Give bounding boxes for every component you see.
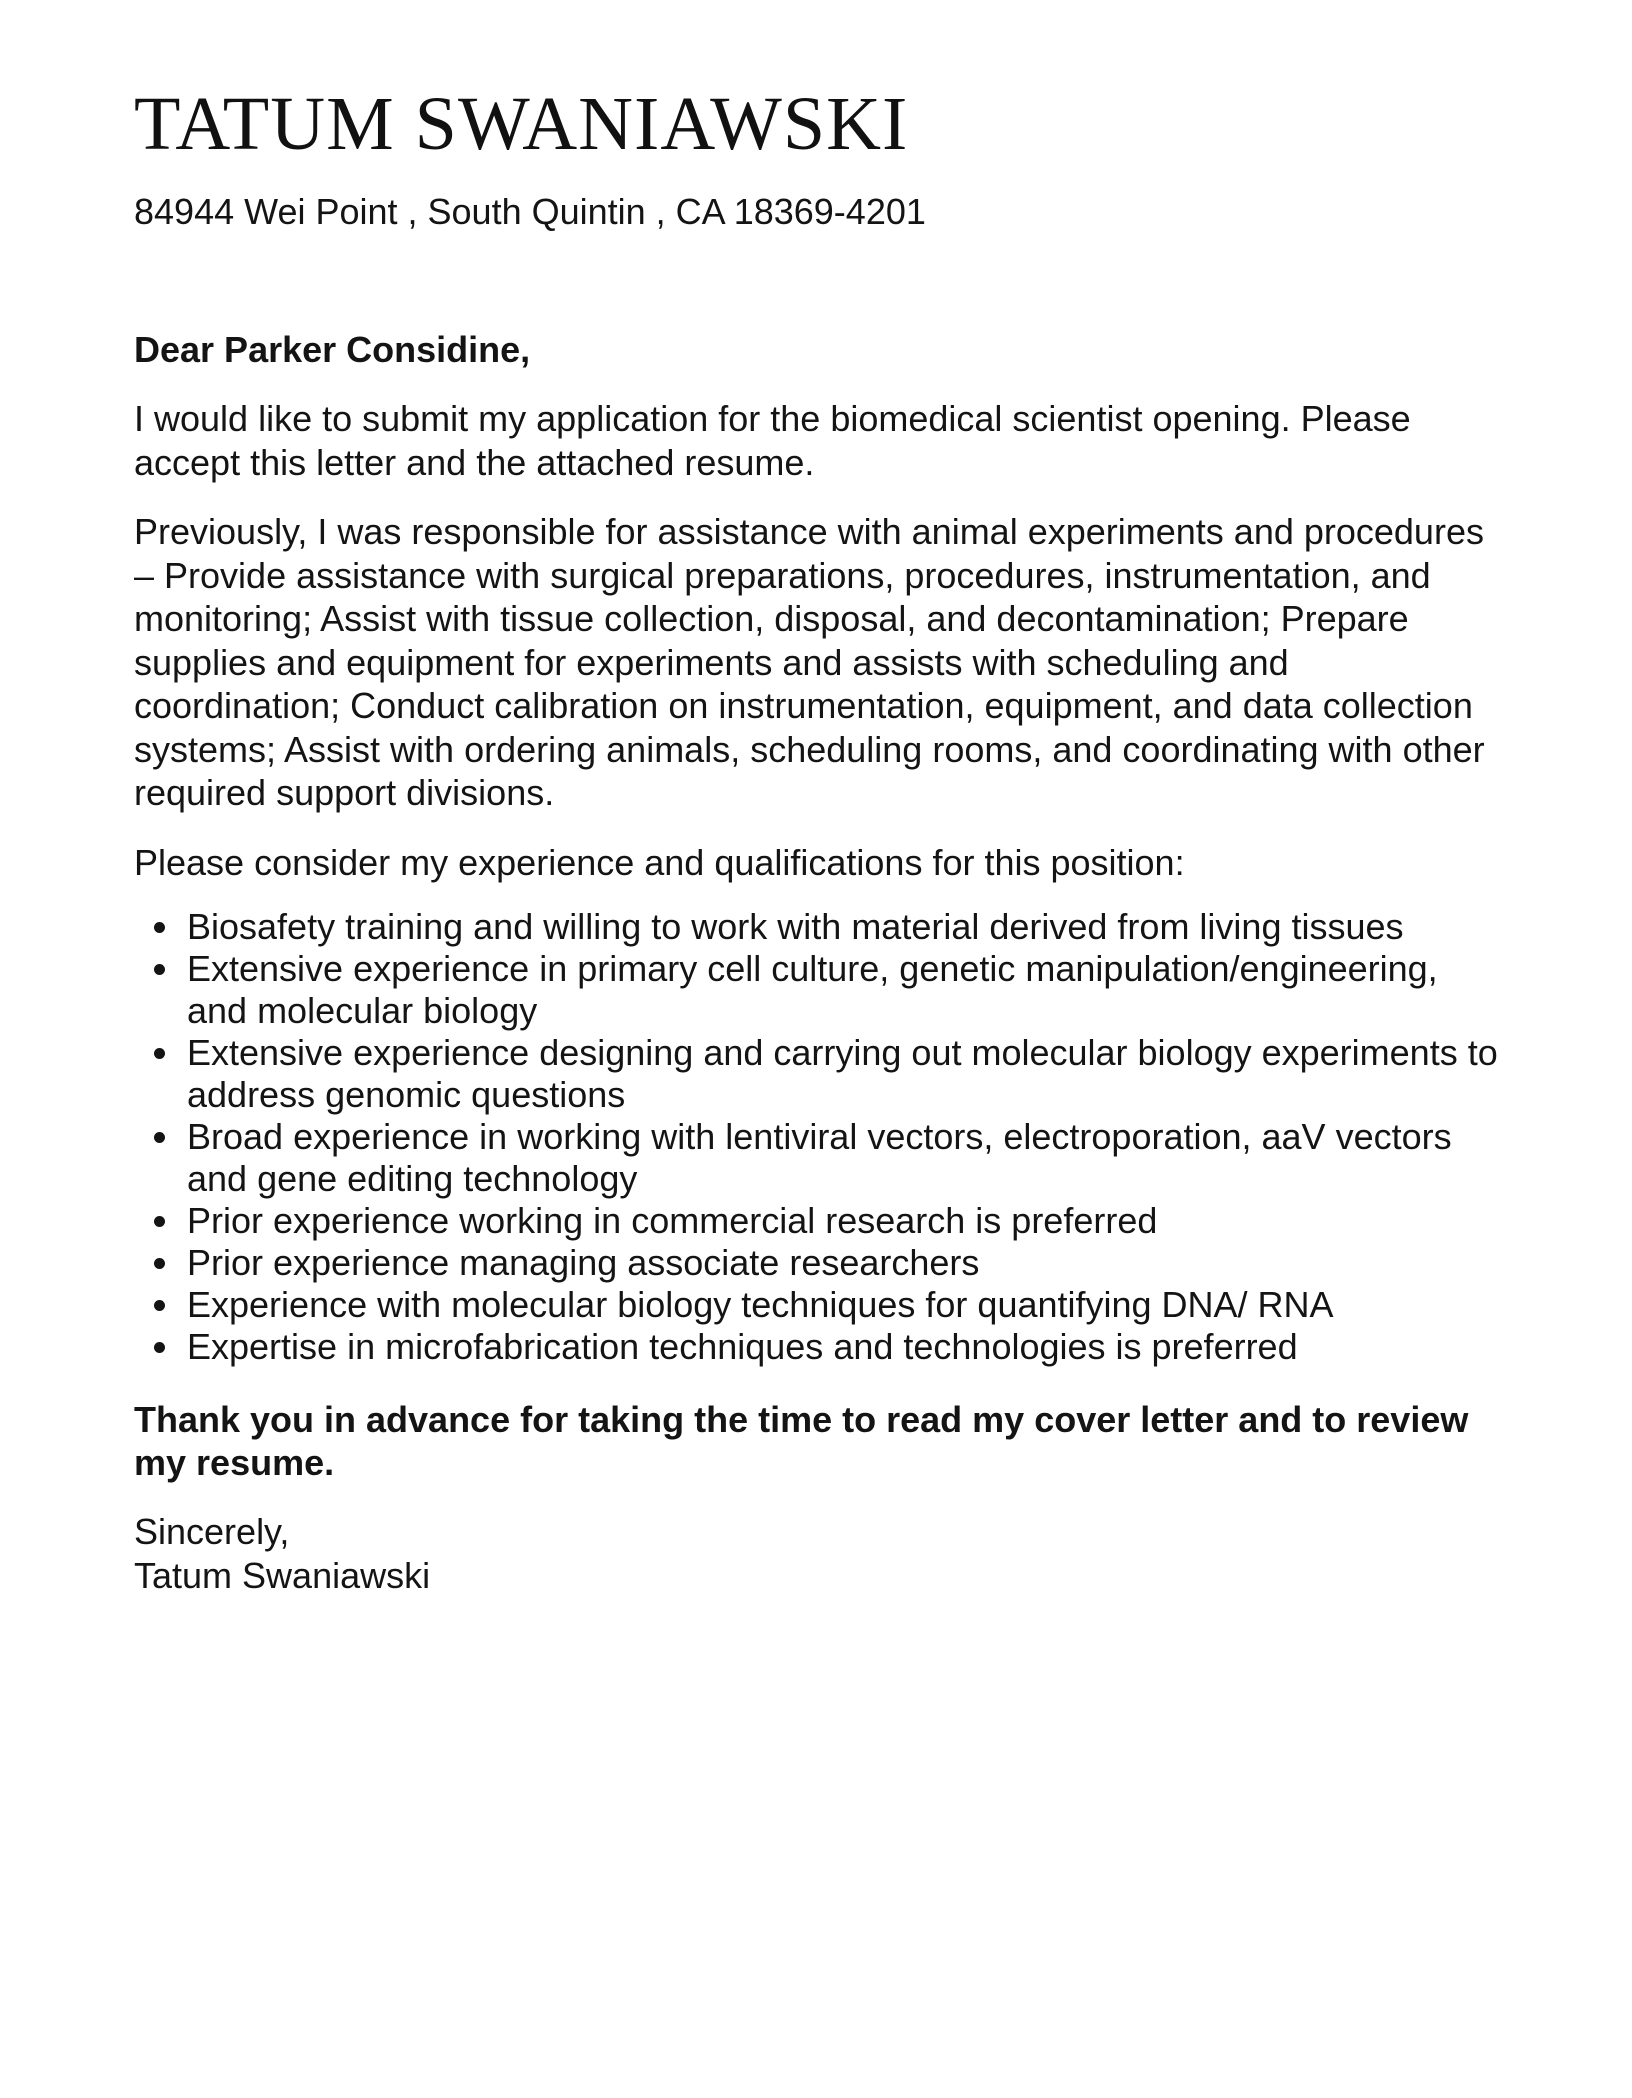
qualification-item: • Biosafety training and willing to work with material derived from living tissues: [183, 906, 1504, 948]
author-address: 84944 Wei Point , South Quintin , CA 18369-4201: [134, 191, 926, 232]
sign-off-block: [134, 1510, 1504, 1597]
qualification-item: • Prior experience managing associate researchers: [183, 1242, 1504, 1284]
signature-name: Tatum Swaniawski: [134, 1554, 431, 1596]
salutation: Dear Parker Considine,: [134, 329, 531, 370]
letter-body: [134, 328, 1504, 1597]
letter-author-name: TATUM SWANIAWSKI: [134, 82, 909, 166]
qualification-item: • Expertise in microfabrication techniques and technologies is preferred: [183, 1326, 1504, 1368]
closing-thanks: Thank you in advance for taking the time to read my cover letter and to review my resume.: [134, 1399, 1469, 1483]
qualification-item: • Extensive experience designing and carrying out molecular biology experiments to address genomic questions: [183, 1032, 1504, 1116]
qualification-item: • Experience with molecular biology techniques for quantifying DNA/ RNA: [183, 1284, 1504, 1326]
qualifications-list: [134, 906, 1504, 1368]
paragraph-qualifications-lead: Please consider my experience and qualifications for this position:: [134, 841, 1185, 883]
paragraph-previous-responsibilities: Previously, I was responsible for assistance with animal experiments and procedures – Provide assistance with surgical preparations, procedures, instrumentation, and monitoring; Assist with tissue collection, disposal, and decontamination; Prepare supplies and equipment for experiments and assists with scheduling and coordination; Conduct calibration on instrumentation, equipment, and data collection systems; Assist with ordering animals, scheduling rooms, and coordinating with other required support divisions.: [134, 511, 1485, 813]
qualification-item: • Prior experience working in commercial research is preferred: [183, 1200, 1504, 1242]
qualification-item: • Extensive experience in primary cell culture, genetic manipulation/engineering, and molecular biology: [183, 948, 1504, 1032]
qualification-item: • Broad experience in working with lentiviral vectors, electroporation, aaV vectors and gene editing technology: [183, 1116, 1504, 1200]
sign-off: Sincerely,: [134, 1511, 290, 1552]
paragraph-application-intro: I would like to submit my application for the biomedical scientist opening. Please accept this letter and the attached resume.: [134, 398, 1411, 483]
